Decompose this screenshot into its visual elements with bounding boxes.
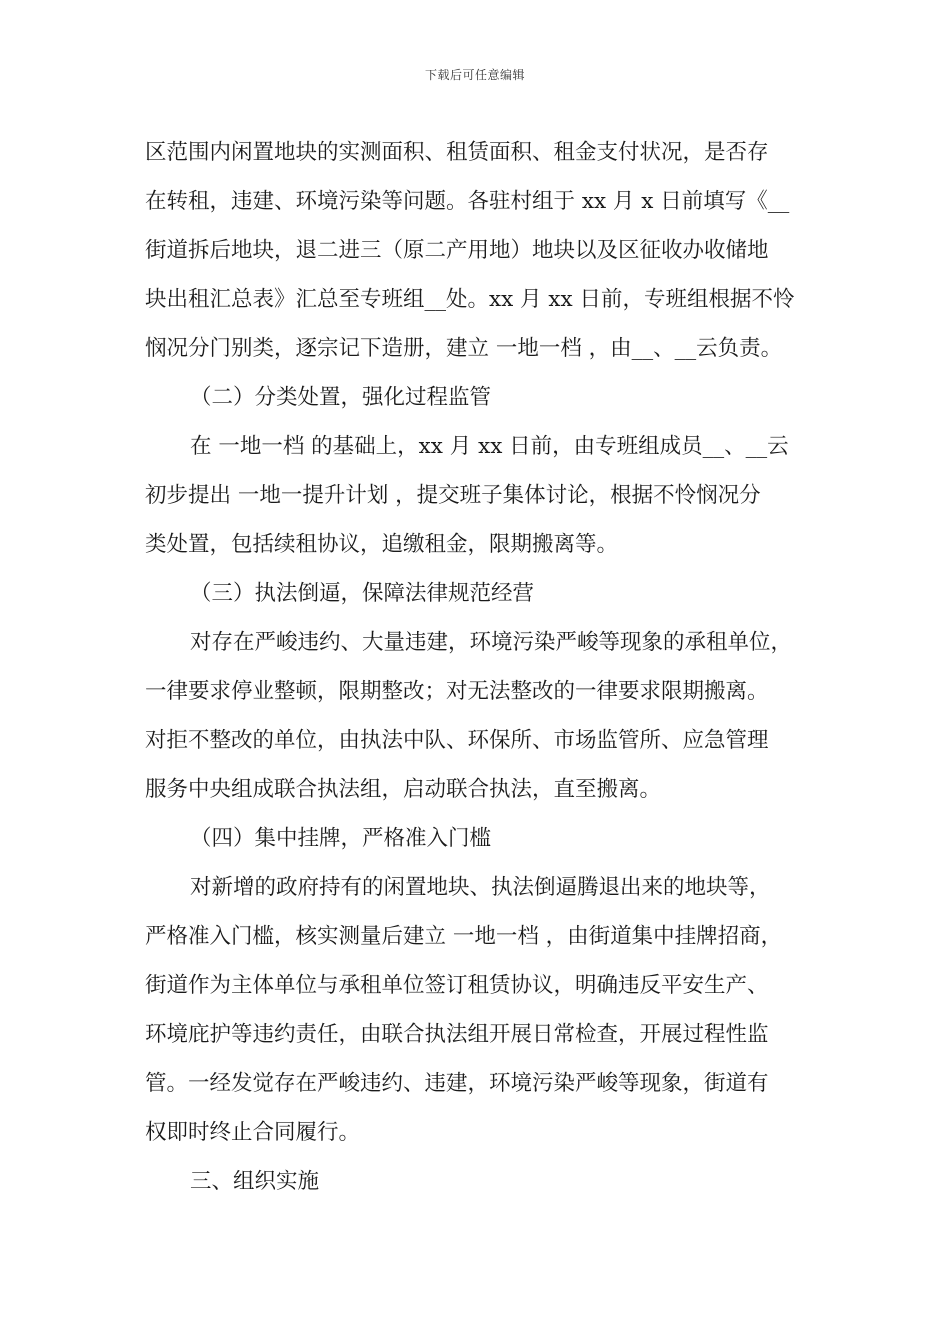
- section-heading: （三）执法倒逼，保障法律规范经营: [190, 581, 535, 606]
- text-line: 服务中央组成联合执法组，启动联合执法，直至搬离。: [145, 777, 662, 802]
- text-line: 对存在严峻违约、大量违建，环境污染严峻等现象的承租单位，: [190, 630, 793, 655]
- text-line: 悯况分门别类，逐宗记下造册，建立 一地一档 ，由__、__云负责。: [145, 336, 783, 361]
- text-line: 环境庇护等违约责任，由联合执法组开展日常检查，开展过程性监: [145, 1022, 769, 1047]
- text-line: 严格准入门槛，核实测量后建立 一地一档 ，由街道集中挂牌招商，: [145, 924, 783, 949]
- text-line: 一律要求停业整顿，限期整改；对无法整改的一律要求限期搬离。: [145, 679, 769, 704]
- text-line: 区范围内闲置地块的实测面积、租赁面积、租金支付状况，是否存: [145, 140, 769, 165]
- text-line: 街道作为主体单位与承租单位签订租赁协议，明确违反平安生产、: [145, 973, 769, 998]
- text-line: 对拒不整改的单位，由执法中队、环保所、市场监管所、应急管理: [145, 728, 769, 753]
- text-line: 权即时终止合同履行。: [145, 1120, 361, 1145]
- text-line: 对新增的政府持有的闲置地块、执法倒逼腾退出来的地块等，: [190, 875, 771, 900]
- section-heading: 三、组织实施: [190, 1169, 320, 1194]
- page-header: 下载后可任意编辑: [424, 68, 525, 82]
- section-heading: （四）集中挂牌，严格准入门槛: [190, 826, 492, 851]
- document-body: [145, 128, 825, 1206]
- section-heading: （二）分类处置，强化过程监管: [190, 385, 492, 410]
- text-line: 在转租，违建、环境污染等问题。各驻村组于 xx 月 x 日前填写《__: [145, 189, 790, 214]
- text-line: 类处置，包括续租协议，追缴租金，限期搬离等。: [145, 532, 619, 557]
- text-line: 在 一地一档 的基础上，xx 月 xx 日前，由专班组成员__、__云: [190, 434, 789, 459]
- text-line: 管。一经发觉存在严峻违约、违建，环境污染严峻等现象，街道有: [145, 1071, 769, 1096]
- text-line: 街道拆后地块，退二进三（原二产用地）地块以及区征收办收储地: [145, 238, 769, 263]
- text-line: 块出租汇总表》汇总至专班组__处。xx 月 xx 日前，专班组根据不怜: [145, 287, 795, 312]
- text-line: 初步提出 一地一提升计划 ，提交班子集体讨论，根据不怜悯况分: [145, 483, 761, 508]
